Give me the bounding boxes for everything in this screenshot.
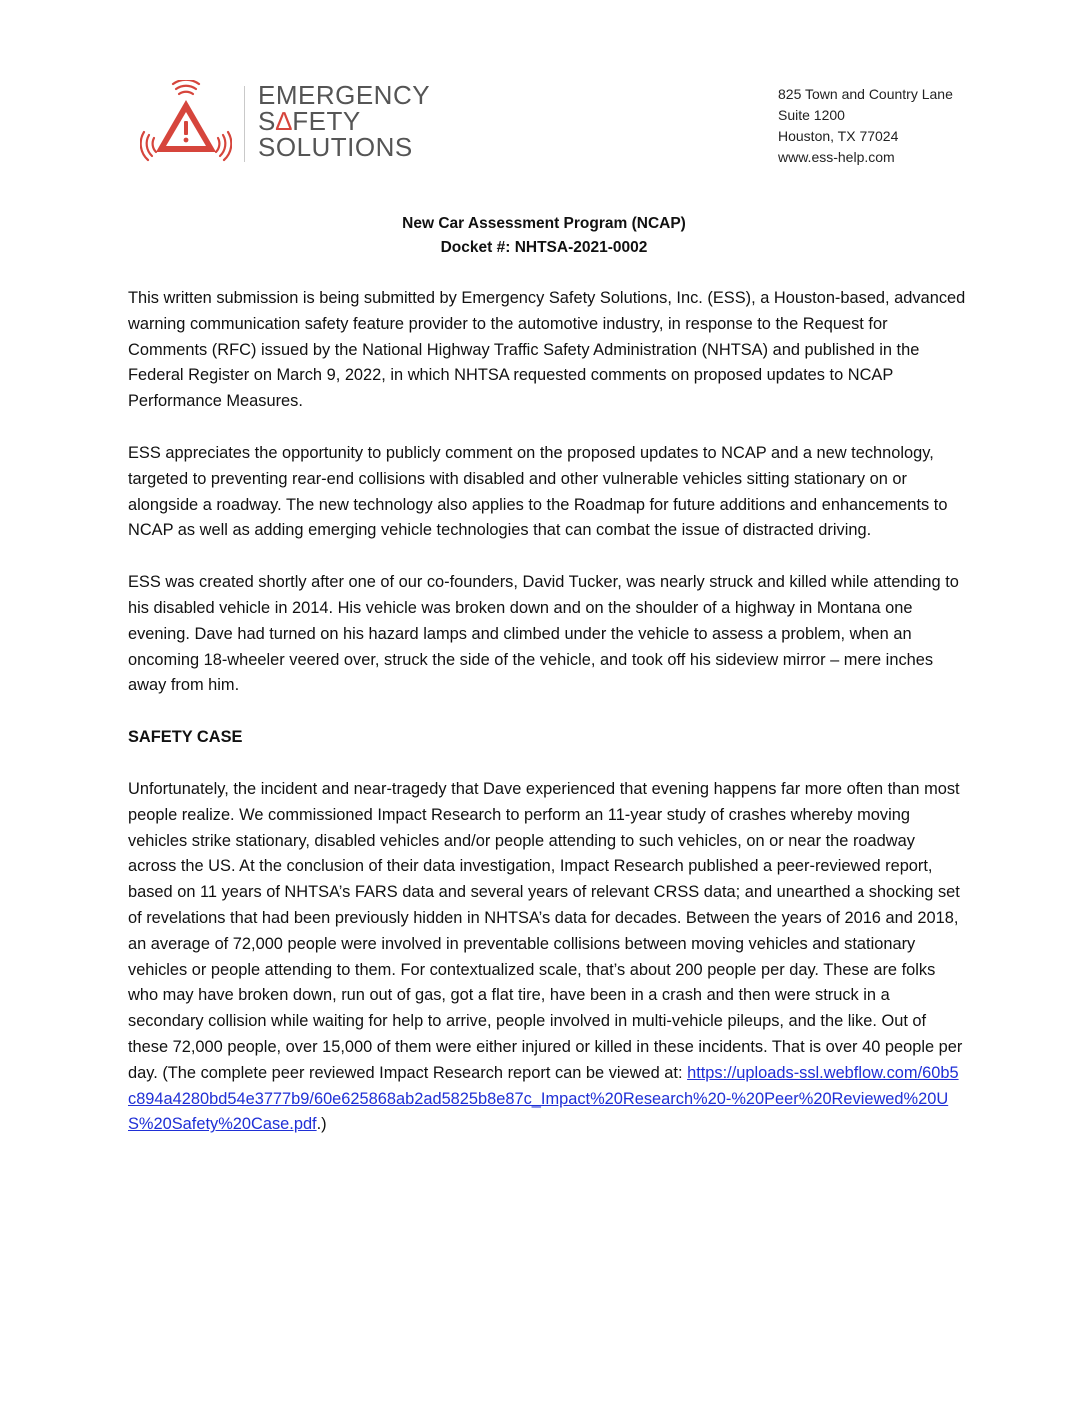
company-logo <box>140 80 440 170</box>
section-heading-safety-case: SAFETY CASE <box>128 728 243 747</box>
paragraph-appreciation: ESS appreciates the opportunity to publicly comment on the proposed updates to NCAP and a new technology, targeted to preventing rear-end collisions with disabled and other vulnerable vehicles sitting stationary on or alongside a roadway. The new technology also applies to the Roadmap for future additions and enhancements to NCAP as well as adding emerging vehicle technologies that can combat the issue of distracted driving. <box>128 443 948 540</box>
document-body <box>128 286 966 1164</box>
logo-line-emergency: EMERGENCY <box>258 80 431 110</box>
address-suite: Suite 1200 <box>778 107 845 123</box>
warning-triangle-icon <box>140 80 232 168</box>
document-title-block <box>0 212 1088 260</box>
logo-line-solutions: SOLUTIONS <box>258 132 413 162</box>
link-suffix: .) <box>316 1115 327 1134</box>
document-title: New Car Assessment Program (NCAP) <box>402 215 686 232</box>
logo-line-safety: S∆FETY <box>258 106 361 136</box>
address-website: www.ess-help.com <box>778 149 895 165</box>
logo-wordmark <box>258 82 430 160</box>
address-city: Houston, TX 77024 <box>778 128 899 144</box>
paragraph-intro: This written submission is being submitted by Emergency Safety Solutions, Inc. (ESS), a Houston-based, advanced warning communication safety feature provider to the automotive industry, in response to the Request for Comments (RFC) issued by the National Highway Traffic Safety Administration (NHTSA) and published in the Federal Register on March 9, 2022, in which NHTSA requested comments on proposed updates to NCAP Performance Measures. <box>128 289 966 411</box>
logo-divider <box>244 86 245 162</box>
docket-number: Docket #: NHTSA-2021-0002 <box>440 239 648 256</box>
company-address <box>778 84 953 168</box>
safety-case-text: Unfortunately, the incident and near-tragedy that Dave experienced that evening happens far more often than most people realize. We commissioned Impact Research to perform an 11-year study of crashes whereby moving vehicles strike stationary, disabled vehicles and/or people attending to such vehicles, on or near the roadway across the US. At the conclusion of their data investigation, Impact Research published a peer-reviewed report, based on 11 years of NHTSA’s FARS data and several years of relevant CRSS data; and unearthed a shocking set of revelations that had been previously hidden in NHTSA’s data for decades. Between the years of 2016 and 2018, an average of 72,000 people were involved in preventable collisions between moving vehicles and stationary vehicles or people attending to them. For contextualized scale, that’s about 200 people per day. These are folks who may have broken down, run out of gas, got a flat tire, have been in a crash and then were struck in a secondary collision while waiting for help to arrive, people involved in multi-vehicle pileups, and the like. Out of these 72,000 people, over 15,000 of them were either injured or killed in these incidents. That is over 40 people per day. (The complete peer reviewed Impact Research report can be viewed at: <box>128 779 963 1082</box>
address-street: 825 Town and Country Lane <box>778 86 953 102</box>
paragraph-safety-case <box>128 777 966 1138</box>
paragraph-origin-story: ESS was created shortly after one of our co-founders, David Tucker, was nearly struck and killed while attending to his disabled vehicle in 2014. His vehicle was broken down and on the shoulder of a highway in Montana one evening. Dave had turned on his hazard lamps and climbed under the vehicle to assess a problem, when an oncoming 18-wheeler veered over, struck the side of the vehicle, and took off his sideview mirror – mere inches away from him. <box>128 573 959 695</box>
report-link[interactable]: https://uploads-ssl.webflow.com/60b5c894a4280bd54e3777b9/60e625868ab2ad5825b8e87c_Impact%20Research%20-%20Peer%20Reviewed%20US%20Safety%20Case.pdf <box>128 1063 959 1134</box>
